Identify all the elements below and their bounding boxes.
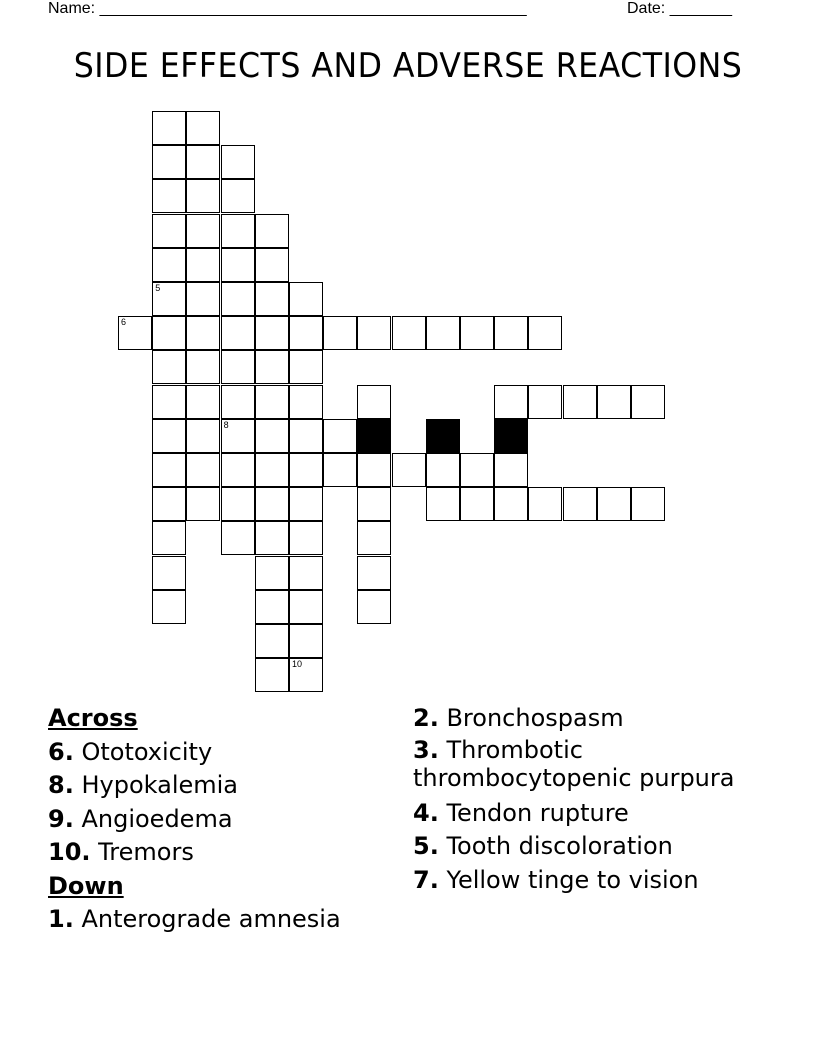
clue-text: Yellow tinge to vision — [446, 865, 699, 894]
crossword-cell[interactable] — [289, 419, 323, 453]
crossword-cell[interactable] — [152, 453, 186, 487]
crossword-cell[interactable] — [323, 316, 357, 350]
crossword-cell[interactable] — [255, 214, 289, 248]
crossword-cell[interactable] — [460, 453, 494, 487]
crossword-cell[interactable] — [494, 385, 528, 419]
clue-down-1 — [48, 903, 341, 937]
crossword-cell[interactable] — [255, 556, 289, 590]
crossword-cell[interactable] — [255, 282, 289, 316]
crossword-cell[interactable] — [357, 453, 391, 487]
clue-down-2 — [413, 702, 734, 736]
crossword-cell[interactable] — [323, 453, 357, 487]
crossword-cell[interactable] — [255, 316, 289, 350]
clue-text: Tooth discoloration — [446, 832, 673, 860]
crossword-cell[interactable] — [152, 214, 186, 248]
crossword-cell[interactable] — [357, 316, 391, 350]
clue-number: 2. — [413, 704, 439, 732]
crossword-cell[interactable] — [186, 145, 220, 179]
crossword-cell[interactable] — [186, 214, 220, 248]
clue-down-4 — [413, 797, 734, 831]
crossword-cell[interactable] — [221, 145, 255, 179]
clue-number-label: 10 — [292, 659, 303, 670]
clue-number-label: 6 — [121, 317, 127, 328]
clue-across-9 — [48, 803, 341, 837]
crossword-cell[interactable] — [221, 179, 255, 213]
crossword-cell[interactable] — [221, 453, 255, 487]
name-line: Name: ________________________________________________ — [48, 0, 527, 17]
crossword-cell[interactable] — [563, 385, 597, 419]
date-line: Date: _______ — [627, 0, 732, 17]
crossword-cell[interactable] — [255, 487, 289, 521]
crossword-cell[interactable] — [289, 590, 323, 624]
crossword-cell[interactable] — [186, 248, 220, 282]
clue-across-8 — [48, 769, 341, 803]
crossword-cell[interactable] — [221, 214, 255, 248]
crossword-black-cell — [494, 419, 528, 453]
crossword-cell[interactable] — [289, 556, 323, 590]
crossword-cell[interactable] — [357, 487, 391, 521]
crossword-cell[interactable] — [494, 316, 528, 350]
crossword-cell[interactable] — [631, 487, 665, 521]
crossword-cell[interactable] — [152, 316, 186, 350]
clue-number-label: 5 — [155, 283, 161, 293]
crossword-cell[interactable] — [460, 487, 494, 521]
crossword-cell[interactable] — [186, 350, 220, 384]
crossword-cell[interactable] — [494, 487, 528, 521]
crossword-cell[interactable] — [221, 282, 255, 316]
clue-number: 8. — [48, 771, 74, 799]
crossword-cell[interactable] — [255, 521, 289, 555]
crossword-cell[interactable] — [186, 453, 220, 487]
crossword-cell[interactable] — [186, 487, 220, 521]
clue-text: Bronchospasm — [446, 704, 624, 732]
crossword-cell[interactable] — [357, 385, 391, 419]
crossword-cell[interactable] — [221, 316, 255, 350]
clue-number: 4. — [413, 798, 439, 827]
crossword-cell[interactable] — [289, 316, 323, 350]
crossword-cell[interactable] — [152, 145, 186, 179]
crossword-cell[interactable] — [597, 385, 631, 419]
crossword-cell[interactable] — [289, 453, 323, 487]
crossword-cell[interactable] — [289, 282, 323, 316]
clue-number: 3. — [413, 735, 439, 764]
crossword-cell[interactable] — [563, 487, 597, 521]
clue-text: thrombocytopenic purpura — [413, 763, 735, 792]
crossword-cell[interactable] — [186, 385, 220, 419]
crossword-cell[interactable] — [118, 316, 152, 350]
crossword-cell[interactable] — [494, 453, 528, 487]
crossword-cell[interactable] — [221, 385, 255, 419]
clue-across-10 — [48, 836, 341, 870]
crossword-cell[interactable] — [152, 385, 186, 419]
crossword-cell[interactable] — [186, 111, 220, 145]
crossword-cell[interactable] — [152, 179, 186, 213]
crossword-cell[interactable] — [186, 316, 220, 350]
clue-number: 5. — [413, 832, 439, 860]
crossword-cell[interactable] — [221, 521, 255, 555]
crossword-cell[interactable] — [289, 350, 323, 384]
crossword-cell[interactable] — [357, 556, 391, 590]
clue-down-3-continued — [413, 764, 734, 792]
clue-text: Thrombotic — [446, 735, 583, 764]
crossword-cell[interactable] — [357, 521, 391, 555]
crossword-cell[interactable] — [152, 111, 186, 145]
clue-text: Tremors — [98, 838, 194, 866]
clue-number: 1. — [48, 905, 74, 933]
crossword-cell[interactable] — [289, 385, 323, 419]
crossword-cell[interactable] — [255, 590, 289, 624]
crossword-cell[interactable] — [255, 658, 289, 692]
crossword-cell[interactable] — [221, 248, 255, 282]
crossword-cell[interactable] — [152, 350, 186, 384]
crossword-cell[interactable] — [152, 282, 186, 316]
crossword-cell[interactable] — [597, 487, 631, 521]
crossword-cell[interactable] — [289, 658, 323, 692]
clue-number-label: 8 — [223, 419, 229, 430]
crossword-cell[interactable] — [221, 487, 255, 521]
clue-text: Hypokalemia — [81, 771, 239, 799]
across-heading: Across — [48, 704, 138, 732]
crossword-cell[interactable] — [152, 419, 186, 453]
crossword-black-cell — [357, 419, 391, 453]
crossword-cell[interactable] — [460, 316, 494, 350]
crossword-cell[interactable] — [528, 487, 562, 521]
crossword-cell[interactable] — [255, 453, 289, 487]
crossword-cell[interactable] — [289, 487, 323, 521]
crossword-cell[interactable] — [392, 316, 426, 350]
clue-down-3 — [413, 736, 734, 764]
crossword-cell[interactable] — [631, 385, 665, 419]
crossword-cell[interactable] — [289, 521, 323, 555]
clue-number: 9. — [48, 804, 74, 833]
clue-across-6 — [48, 736, 341, 770]
crossword-black-cell — [426, 419, 460, 453]
crossword-cell[interactable] — [152, 556, 186, 590]
crossword-cell[interactable] — [528, 385, 562, 419]
crossword-cell[interactable] — [357, 590, 391, 624]
crossword-cell[interactable] — [152, 590, 186, 624]
clue-down-7 — [413, 864, 734, 898]
clue-text: Angioedema — [81, 804, 233, 833]
crossword-cell[interactable] — [426, 487, 460, 521]
clue-down-5 — [413, 830, 734, 864]
clue-text: Tendon rupture — [446, 798, 629, 827]
page-title: SIDE EFFECTS AND ADVERSE REACTIONS — [73, 46, 743, 86]
crossword-cell[interactable] — [255, 385, 289, 419]
crossword-cell[interactable] — [255, 624, 289, 658]
clue-number: 10. — [48, 838, 91, 866]
crossword-cell[interactable] — [426, 453, 460, 487]
crossword-cell[interactable] — [255, 248, 289, 282]
crossword-cell[interactable] — [426, 316, 460, 350]
clue-text: Anterograde amnesia — [81, 905, 341, 933]
crossword-cell[interactable] — [186, 419, 220, 453]
clues-left-column — [48, 702, 341, 937]
crossword-cell[interactable] — [152, 487, 186, 521]
crossword-cell[interactable] — [221, 350, 255, 384]
crossword-cell[interactable] — [528, 316, 562, 350]
clue-number: 6. — [48, 737, 74, 766]
crossword-cell[interactable] — [289, 624, 323, 658]
crossword-cell[interactable] — [392, 453, 426, 487]
crossword-cell[interactable] — [152, 248, 186, 282]
crossword-cell[interactable] — [152, 521, 186, 555]
crossword-cell[interactable] — [255, 350, 289, 384]
down-heading: Down — [48, 871, 124, 900]
crossword-cell[interactable] — [323, 419, 357, 453]
clues-right-column — [413, 702, 734, 897]
crossword-cell[interactable] — [221, 419, 255, 453]
crossword-cell[interactable] — [186, 282, 220, 316]
crossword-cell[interactable] — [255, 419, 289, 453]
clue-number: 7. — [413, 865, 439, 894]
crossword-cell[interactable] — [186, 179, 220, 213]
clue-text: Ototoxicity — [81, 737, 213, 766]
